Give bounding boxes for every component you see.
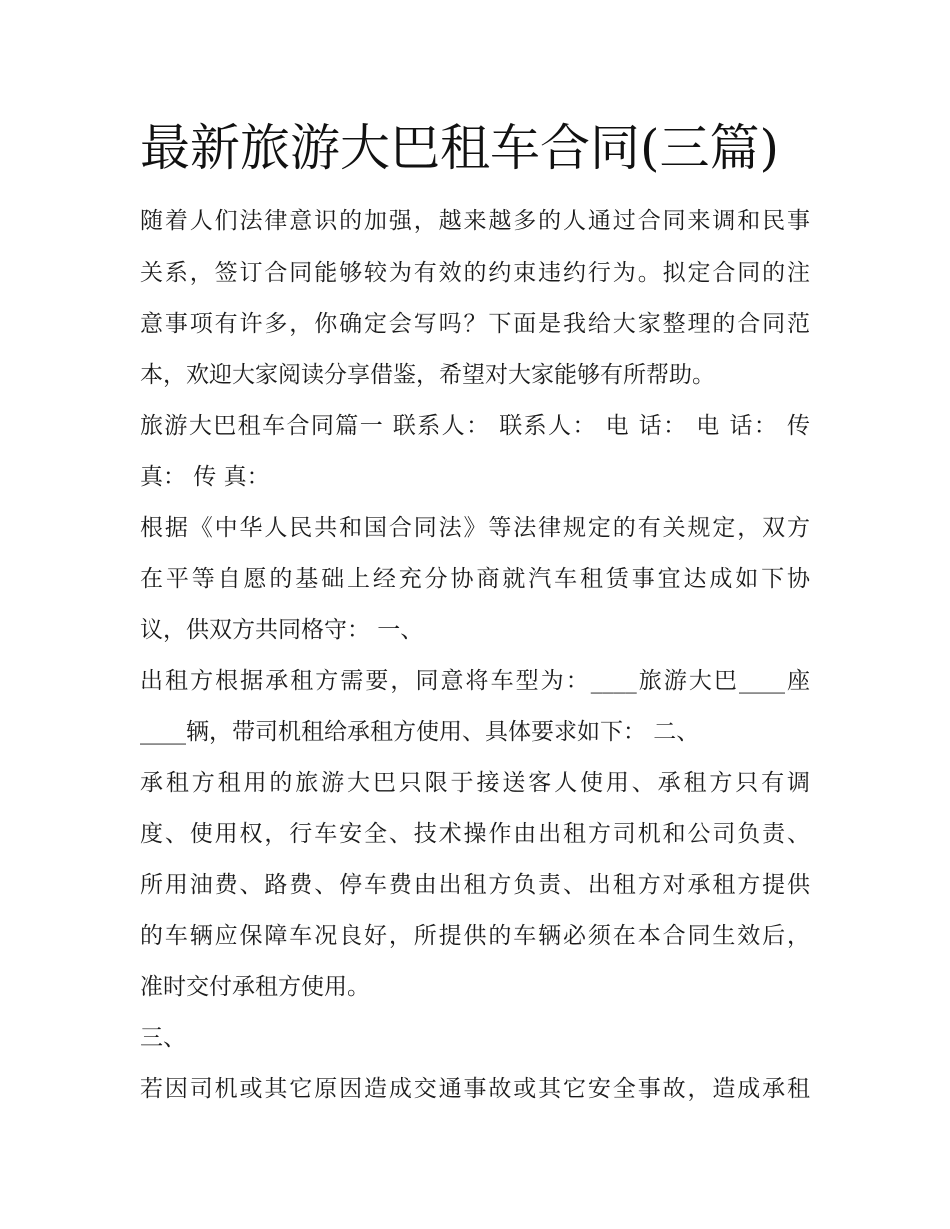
paragraph-line: 旅游大巴租车合同篇一 联系人： 联系人： 电 话： 电 话： 传 — [140, 413, 810, 439]
paragraph-line: 准时交付承租方使用。 — [140, 974, 370, 1000]
document-title: 最新旅游大巴租车合同(三篇) — [140, 119, 780, 177]
paragraph-line: 随着人们法律意识的加强，越来越多的人通过合同来调和民事 — [140, 208, 810, 234]
paragraph-line: 关系，签订合同能够较为有效的约束违约行为。拟定合同的注 — [140, 260, 810, 286]
paragraph-line: 所用油费、路费、停车费由出租方负责、出租方对承租方提供 — [140, 872, 810, 898]
paragraph-line: 根据《中华人民共和国合同法》等法律规定的有关规定，双方 — [140, 515, 810, 541]
paragraph-line: 三、 — [140, 1025, 186, 1051]
paragraph-line: 本，欢迎大家阅读分享借鉴，希望对大家能够有所帮助。 — [140, 362, 715, 388]
paragraph-line: 的车辆应保障车况良好，所提供的车辆必须在本合同生效后， — [140, 923, 810, 949]
paragraph-line: ____辆，带司机租给承租方使用、具体要求如下： 二、 — [140, 719, 700, 745]
paragraph-line: 在平等自愿的基础上经充分协商就汽车租赁事宜达成如下协 — [140, 566, 810, 592]
paragraph-line: 若因司机或其它原因造成交通事故或其它安全事故，造成承租 — [140, 1076, 810, 1102]
paragraph-line: 意事项有许多，你确定会写吗？下面是我给大家整理的合同范 — [140, 311, 810, 337]
paragraph-line: 出租方根据承租方需要，同意将车型为：____旅游大巴____座 — [140, 668, 810, 694]
paragraph-line: 承租方租用的旅游大巴只限于接送客人使用、承租方只有调 — [140, 770, 810, 796]
paragraph-line: 议，供双方共同格守： 一、 — [140, 617, 424, 643]
paragraph-line: 真： 传 真： — [140, 464, 270, 490]
paragraph-line: 度、使用权，行车安全、技术操作由出租方司机和公司负责、 — [140, 821, 810, 847]
